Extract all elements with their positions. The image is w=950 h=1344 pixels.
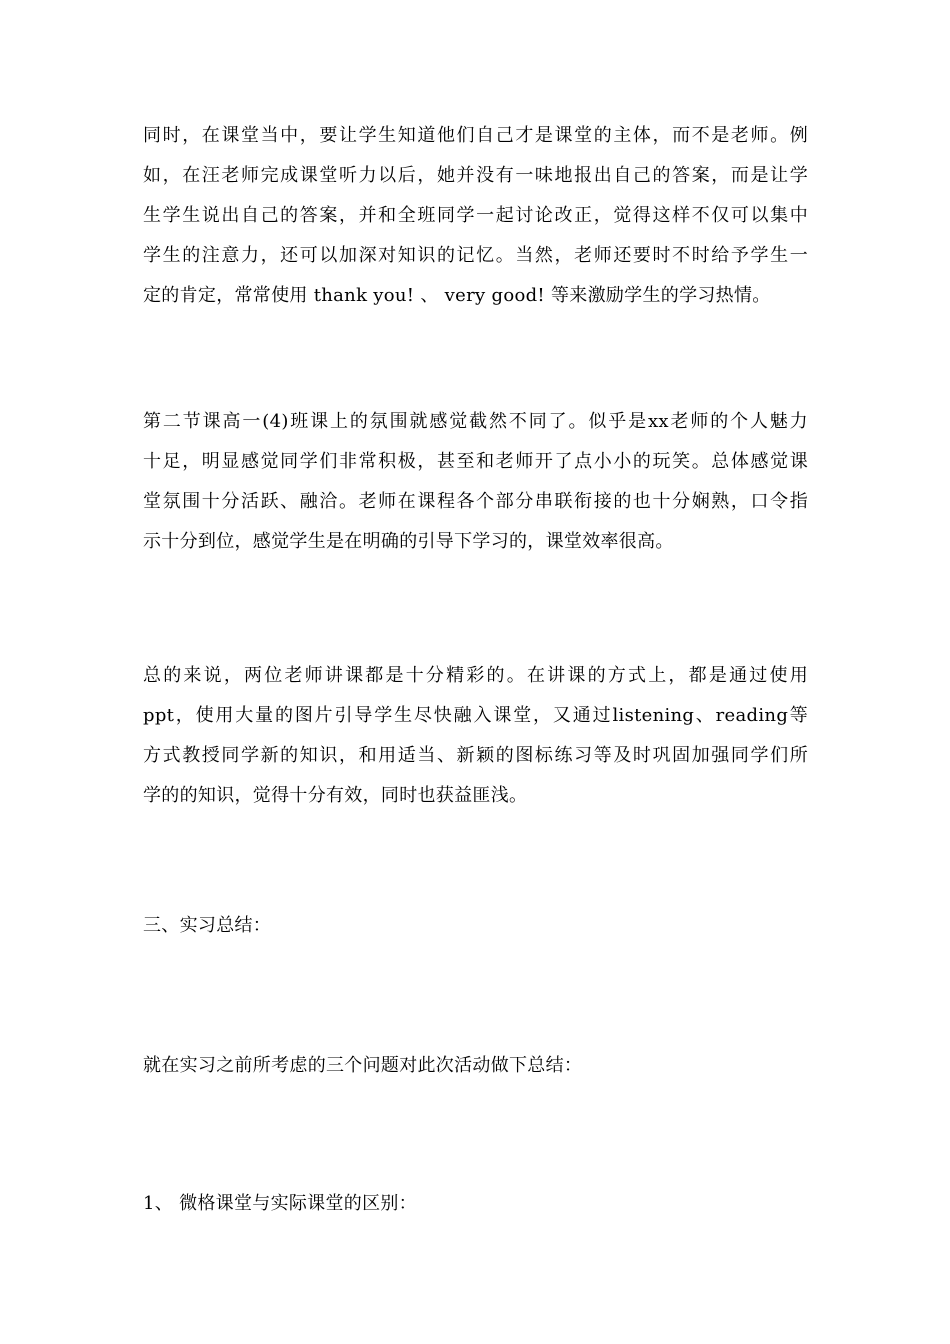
paragraph-line: 方式教授同学新的知识，和用适当、新颖的图标练习等及时巩固加强同学们所 [143,745,808,766]
paragraph-line: 总的来说，两位老师讲课都是十分精彩的。在讲课的方式上，都是通过使用 [143,665,808,686]
paragraph-line: 第二节课高一(4)班课上的氛围就感觉截然不同了。似乎是xx老师的个人魅力 [143,411,808,432]
paragraph-line: 学的的知识，觉得十分有效，同时也获益匪浅。 [143,785,528,806]
paragraph-classroom-subject [143,116,808,316]
section-heading: 三、实习总结： [143,915,272,936]
paragraph-line: 堂氛围十分活跃、融洽。老师在课程各个部分串联衔接的也十分娴熟，口令指 [143,491,808,512]
paragraph-line: 示十分到位，感觉学生是在明确的引导下学习的，课堂效率很高。 [143,531,674,552]
paragraph-line: ppt，使用大量的图片引导学生尽快融入课堂，又通过listening、reading等 [143,705,808,726]
paragraph-line: 学生的注意力，还可以加深对知识的记忆。当然，老师还要时不时给予学生一 [143,245,808,266]
paragraph-line: 定的肯定，常常使用 thank you! 、 very good! 等来激励学生的学习热情。 [143,285,771,306]
paragraph-overall [143,656,808,816]
list-item-1: 1、 微格课堂与实际课堂的区别： [143,1193,417,1214]
summary-intro: 就在实习之前所考虑的三个问题对此次活动做下总结： [143,1055,583,1076]
paragraph-line: 如，在汪老师完成课堂听力以后，她并没有一味地报出自己的答案，而是让学 [143,165,808,186]
paragraph-line: 同时，在课堂当中，要让学生知道他们自己才是课堂的主体，而不是老师。例 [143,125,808,146]
paragraph-line: 十足，明显感觉同学们非常积极，甚至和老师开了点小小的玩笑。总体感觉课 [143,451,808,472]
paragraph-line: 生学生说出自己的答案，并和全班同学一起讨论改正，觉得这样不仅可以集中 [143,205,808,226]
paragraph-second-lesson [143,402,808,562]
